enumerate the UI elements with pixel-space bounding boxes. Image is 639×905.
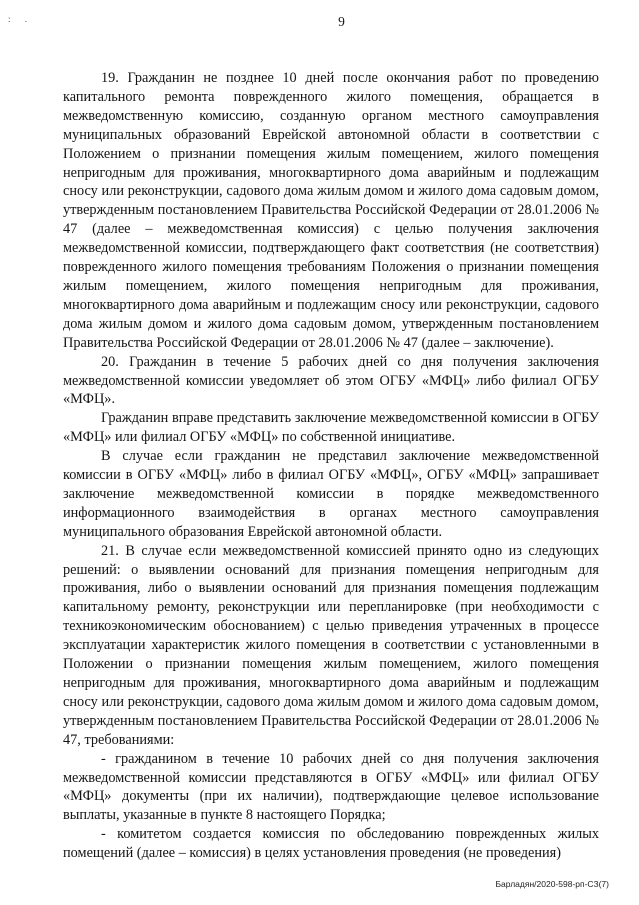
paragraph-21: 21. В случае если межведомственной комиссией принято одно из следующих решений: о выявлении оснований для признания помещения непригодным для проживания, либо о выявлении оснований для признания помещения подлежащим капитальному ремонту, реконструкции или перепланировке (при необходимости с техникоэкономическим обоснованием) с целью приведения утраченных в процессе эксплуатации характеристик жилого помещения в соответствии с установленными в Положении о признании помещения жилым помещением, жилого помещения непригодным для проживания, многоквартирного дома аварийным и подлежащим сносу или реконструкции, садового дома жилым домом и жилого дома садовым домом, утвержденным постановлением Правительства Российской Федерации от 28.01.2006 № 47, требованиями: [63, 542, 599, 748]
document-body [63, 69, 599, 863]
paragraph-21-item-commission: - комитетом создается комиссия по обследованию поврежденных жилых помещений (далее – комиссия) в целях установления проведения (не проведения) [63, 826, 599, 862]
corner-scan-marks: : . [8, 14, 34, 24]
paragraph-20-own-initiative: Гражданин вправе представить заключение межведомственной комиссии в ОГБУ «МФЦ» или филиал ОГБУ «МФЦ» по собственной инициативе. [63, 410, 599, 446]
document-code: Барладян/2020-598-рп-СЗ(7) [495, 879, 609, 889]
page-number: 9 [338, 14, 345, 29]
paragraph-19: 19. Гражданин не позднее 10 дней после окончания работ по проведению капитального ремонта поврежденного жилого помещения, обращается в межведомственную комиссию, созданную органом местного самоуправления муниципальных образований Еврейской автономной области в соответствии с Положением о признании помещения жилым помещением, жилого помещения непригодным для проживания, многоквартирного дома аварийным и подлежащим сносу или реконструкции, садового дома жилым домом и жилого дома садовым домом, утвержденным постановлением Правительства Российской Федерации от 28.01.2006 № 47 (далее – межведомственная комиссия) с целью получения заключения межведомственной комиссии, подтверждающего факт соответствия (не соответствия) поврежденного жилого помещения требованиям Положения о признании помещения жилым помещением, жилого помещения непригодным для проживания, многоквартирного дома аварийным и подлежащим сносу или реконструкции, садового дома жилым домом и жилого дома садовым домом, утвержденным постановлением Правительства Российской Федерации от 28.01.2006 № 47 (далее – заключение). [63, 70, 599, 351]
paragraph-20-interagency-request: В случае если гражданин не представил заключение межведомственной комиссии в ОГБУ «МФЦ» либо в филиал ОГБУ «МФЦ», ОГБУ «МФЦ» запрашивает заключение межведомственной комиссии в порядке межведомственного информационного взаимодействия в органах местного самоуправления муниципального образования Еврейской автономной области. [63, 448, 599, 540]
paragraph-20: 20. Гражданин в течение 5 рабочих дней со дня получения заключения межведомственной комиссии уведомляет об этом ОГБУ «МФЦ» либо филиал ОГБУ «МФЦ». [63, 353, 599, 408]
paragraph-21-item-documents: - гражданином в течение 10 рабочих дней со дня получения заключения межведомственной комиссии представляются в ОГБУ «МФЦ» или филиал ОГБУ «МФЦ» документы (при их наличии), подтверждающие целевое использование выплаты, указанные в пункте 8 настоящего Порядка; [63, 750, 599, 824]
